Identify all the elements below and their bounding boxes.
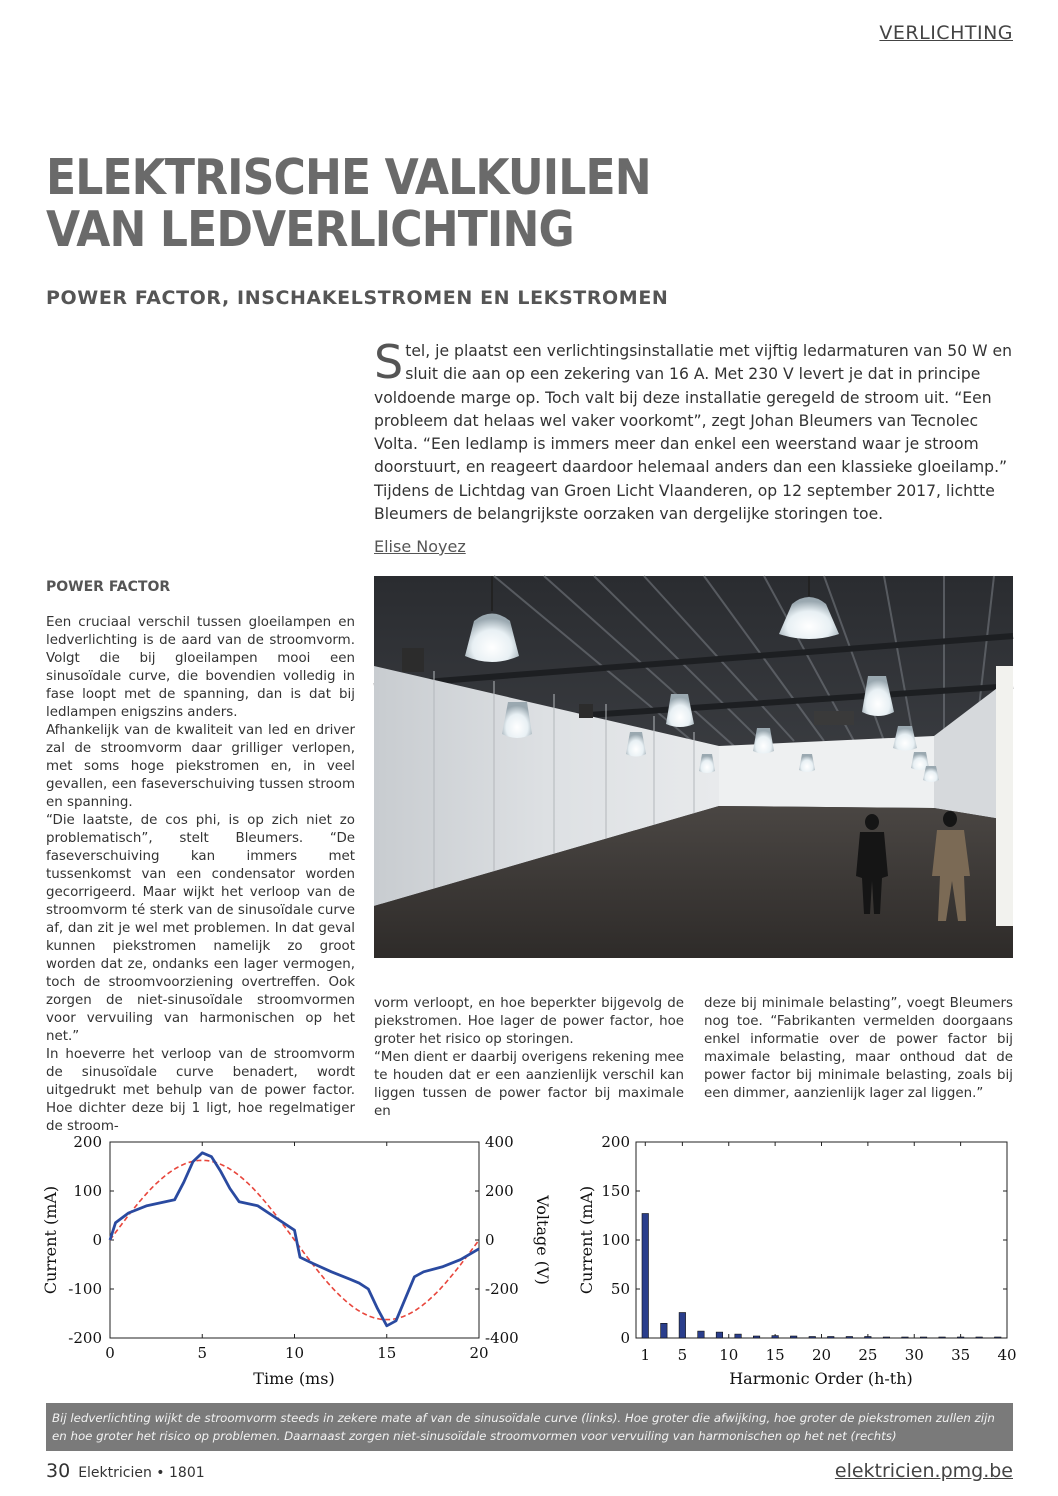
x-tick-labels — [641, 1346, 1017, 1364]
harmonic-bar — [902, 1337, 909, 1338]
article-column-1 — [46, 578, 355, 1136]
y2-tick-label: 0 — [485, 1231, 495, 1249]
voltage-series-line — [110, 1160, 479, 1319]
harmonic-bar — [716, 1332, 723, 1338]
harmonic-bar — [772, 1336, 779, 1338]
harmonic-bar — [809, 1337, 816, 1339]
section-heading: POWER FACTOR — [46, 579, 171, 595]
x-tick-label: 5 — [197, 1344, 208, 1362]
harmonic-bar — [865, 1337, 872, 1339]
paragraph: Afhankelijk van de kwaliteit van led en driver zal de stroomvorm daar grilliger verlopen, met soms hoge piekstromen en, in veel gevallen, een faseverschuiving tussen stroom en spanning. — [46, 723, 355, 810]
y-tick-label: -200 — [68, 1329, 102, 1347]
article-subtitle: POWER FACTOR, INSCHAKELSTROMEN EN LEKSTROMEN — [46, 287, 669, 309]
paragraph: Een cruciaal verschil tussen gloeilampen en ledverlichting is de aard van de stroomvorm. Volgt die bij gloeilampen mooi een sinusoïdale curve, die bovendien volledig in fase loopt met de spanning, dan is dat bij ledlampen enigszins anders. — [46, 615, 355, 720]
y-tick-labels — [601, 1133, 630, 1347]
paragraph: vorm verloopt, en hoe beperkter bijgevolg de piekstromen. Hoe lager de power factor, hoe groter het risico op storingen. — [374, 996, 684, 1047]
x-tick-label: 10 — [284, 1344, 305, 1362]
harmonic-bar — [661, 1323, 668, 1338]
article-title — [46, 149, 676, 258]
y-tick-label: 200 — [601, 1133, 630, 1151]
harmonic-bar — [828, 1337, 835, 1339]
x-tick-label: 20 — [811, 1346, 832, 1364]
right-tick-labels — [485, 1133, 519, 1347]
x-axis-label: Harmonic Order (h-th) — [729, 1369, 913, 1388]
paragraph: “Men dient er daarbij overigens rekening mee te houden dat er een aanzienlijk verschil kan liggen tussen de power factor bij maximale en — [374, 1050, 684, 1119]
harmonic-bar — [753, 1336, 760, 1338]
y2-tick-label: -400 — [485, 1329, 519, 1347]
x-tick-label: 30 — [904, 1346, 924, 1364]
harmonics-chart — [570, 1130, 1025, 1395]
x-tick-label: 0 — [105, 1344, 115, 1362]
harmonic-bar — [995, 1337, 1002, 1338]
harmonic-bar — [939, 1337, 946, 1338]
harmonic-bar — [642, 1214, 649, 1339]
paragraph: “Die laatste, de cos phi, is op zich niet zo problematisch”, stelt Bleumers. “De faseverschuiving kan immers met tussenkomst van een condensator worden gecorrigeerd. Maar wijkt het verloop van de stroomvorm té sterk van de sinusoïdale curve af, dan zit je wel met problemen. In dat geval kunnen piekstromen namelijk zo groot worden dat ze, ondanks een lager vermogen, toch de stroomvoorziening overtreffen. Ook zorgen de niet-sinusoïdale stroomvormen voor vervuiling van harmonischen op het net.” — [46, 813, 355, 1044]
title-line-1: ELEKTRISCHE VALKUILEN — [46, 149, 651, 206]
harmonic-bar — [679, 1313, 686, 1339]
magazine-issue: Elektricien • 1801 — [78, 1465, 205, 1481]
x-tick-label: 1 — [640, 1346, 651, 1364]
waveform-chart — [40, 1130, 552, 1395]
figure-caption: Bij ledverlichting wijkt de stroomvorm steeds in zekere mate af van de sinusoïdale curve (links). Hoe groter die afwijking, hoe groter de piekstromen zullen zijn en hoe groter het risico op problemen. Daarnaast zorgen niet-sinusoïdale stroomvormen voor vervuiling van harmonischen op het net (rechts) — [46, 1403, 1013, 1451]
x-tick-label: 35 — [951, 1346, 971, 1364]
y-tick-label: 200 — [73, 1133, 102, 1151]
x-tick-label: 15 — [765, 1346, 785, 1364]
harmonic-bar — [846, 1337, 853, 1339]
y2-axis-label: Voltage (V) — [533, 1195, 552, 1285]
x-axis-label: Time (ms) — [253, 1369, 335, 1388]
x-tick-label: 40 — [997, 1346, 1017, 1364]
y-tick-label: 50 — [610, 1280, 630, 1298]
warehouse-photo — [374, 576, 1013, 958]
y-tick-label: -100 — [68, 1280, 102, 1298]
x-tick-label: 5 — [677, 1346, 688, 1364]
article-column-3 — [704, 995, 1013, 1103]
drop-cap: S — [374, 335, 404, 389]
left-tick-labels — [68, 1133, 102, 1347]
tick-marks — [636, 1142, 1007, 1338]
paragraph: deze bij minimale belasting”, voegt Bleumers nog toe. “Fabrikanten vermelden doorgaans enkel informatie over de power factor bij maximale belasting, maar onthoud dat de power factor bij minimale belasting, zoals bij een dimmer, aanzienlijk lager zal liggen.” — [704, 996, 1013, 1101]
x-tick-labels — [105, 1344, 488, 1362]
y-axis-label: Current (mA) — [577, 1185, 596, 1295]
title-line-2: VAN LEDVERLICHTING — [46, 201, 574, 258]
x-tick-label: 20 — [469, 1344, 489, 1362]
y2-tick-label: 400 — [485, 1133, 514, 1151]
footer-page-info — [46, 1460, 205, 1482]
y2-tick-label: -200 — [485, 1280, 519, 1298]
x-tick-label: 25 — [858, 1346, 878, 1364]
y-axis-label: Current (mA) — [41, 1185, 60, 1295]
intro-paragraph — [374, 335, 1014, 526]
y-tick-label: 100 — [601, 1231, 630, 1249]
harmonic-bar — [957, 1337, 964, 1338]
bar-series — [642, 1214, 1001, 1339]
harmonic-bar — [735, 1334, 742, 1338]
y-tick-label: 150 — [601, 1182, 630, 1200]
paragraph: In hoeverre het verloop van de stroomvorm de sinusoïdale curve benadert, wordt uitgedrukt met behulp van de power factor. Hoe dichter deze bij 1 ligt, hoe regelmatiger de stroom- — [46, 1047, 355, 1134]
section-tag[interactable]: VERLICHTING — [879, 22, 1013, 44]
plot-frame — [636, 1142, 1007, 1338]
y2-tick-label: 200 — [485, 1182, 514, 1200]
y-tick-label: 0 — [92, 1231, 102, 1249]
x-tick-label: 10 — [719, 1346, 739, 1364]
article-column-2 — [374, 995, 684, 1121]
harmonic-bar — [920, 1337, 927, 1338]
harmonic-bar — [883, 1337, 890, 1338]
x-tick-label: 15 — [377, 1344, 397, 1362]
footer-website-link[interactable]: elektricien.pmg.be — [834, 1460, 1013, 1482]
harmonic-bar — [698, 1331, 705, 1338]
harmonic-bar — [790, 1336, 797, 1338]
page-number: 30 — [46, 1460, 71, 1482]
intro-text: tel, je plaatst een verlichtingsinstallatie met vijftig ledarmaturen van 50 W en sluit die aan op een zekering van 16 A. Met 230 V levert je dat in principe voldoende marge op. Toch valt bij deze installatie geregeld de stroom uit. “Een probleem dat helaas wel vaker voorkomt”, zegt Johan Bleumers van Tecnolec Volta. “Een ledlamp is immers meer dan enkel een weerstand waar je stroom doorstuurt, en reageert daardoor helemaal anders dan een klassieke gloeilamp.” Tijdens de Lichtdag van Groen Licht Vlaanderen, op 12 september 2017, lichtte Bleumers de belangrijkste oorzaken van dergelijke storingen toe. — [374, 342, 1012, 524]
y-tick-label: 100 — [73, 1182, 102, 1200]
harmonic-bar — [976, 1337, 983, 1338]
y-tick-label: 0 — [620, 1329, 630, 1347]
author-link[interactable]: Elise Noyez — [374, 537, 466, 556]
